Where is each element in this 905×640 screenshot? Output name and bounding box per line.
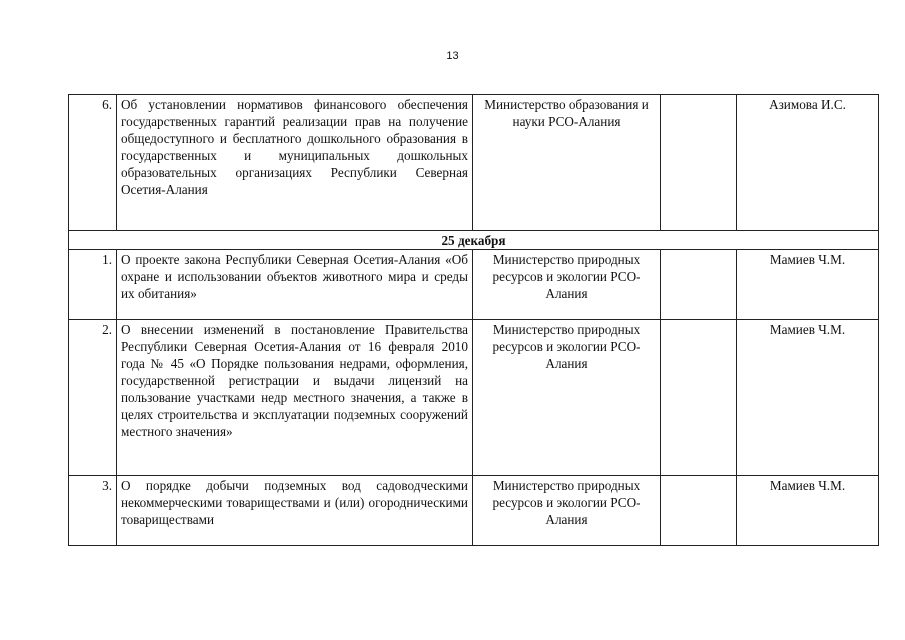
row-date — [661, 95, 737, 231]
row-date — [661, 320, 737, 476]
row-number: 1. — [69, 250, 117, 320]
row-responsible: Мамиев Ч.М. — [737, 250, 879, 320]
row-number: 6. — [69, 95, 117, 231]
row-title: Об установлении нормативов финансового обеспечения государственных гарантий реализации прав на получение общедоступного и бесплатного дошкольного образования в государственных и муниципальных дошкольных образовательных организациях Республики Северная Осетия-Алания — [117, 95, 473, 231]
row-organization: Министерство природных ресурсов и экологии РСО-Алания — [473, 320, 661, 476]
page-number: 13 — [446, 50, 459, 62]
row-number: 3. — [69, 476, 117, 546]
schedule-table — [68, 94, 879, 546]
row-responsible: Мамиев Ч.М. — [737, 476, 879, 546]
row-date — [661, 250, 737, 320]
row-title: О внесении изменений в постановление Правительства Республики Северная Осетия-Алания от 16 февраля 2010 года № 45 «О Порядке пользования недрами, оформления, государственной регистрации и выдачи лицензий на пользование участками недр местного значения, а также в целях строительства и эксплуатации подземных сооружений местного значения» — [117, 320, 473, 476]
row-number: 2. — [69, 320, 117, 476]
table-row — [69, 95, 879, 231]
row-organization: Министерство природных ресурсов и экологии РСО-Алания — [473, 250, 661, 320]
row-title: О порядке добычи подземных вод садоводческими некоммерческими товариществами и (или) огородническими товариществами — [117, 476, 473, 546]
row-organization: Министерство природных ресурсов и экологии РСО-Алания — [473, 476, 661, 546]
table-row — [69, 250, 879, 320]
row-organization: Министерство образования и науки РСО-Алания — [473, 95, 661, 231]
row-date — [661, 476, 737, 546]
section-heading: 25 декабря — [69, 231, 879, 250]
table-row — [69, 476, 879, 546]
row-responsible: Мамиев Ч.М. — [737, 320, 879, 476]
row-title: О проекте закона Республики Северная Осетия-Алания «Об охране и использовании объектов животного мира и среды их обитания» — [117, 250, 473, 320]
table-row — [69, 320, 879, 476]
row-responsible: Азимова И.С. — [737, 95, 879, 231]
section-row — [69, 231, 879, 250]
